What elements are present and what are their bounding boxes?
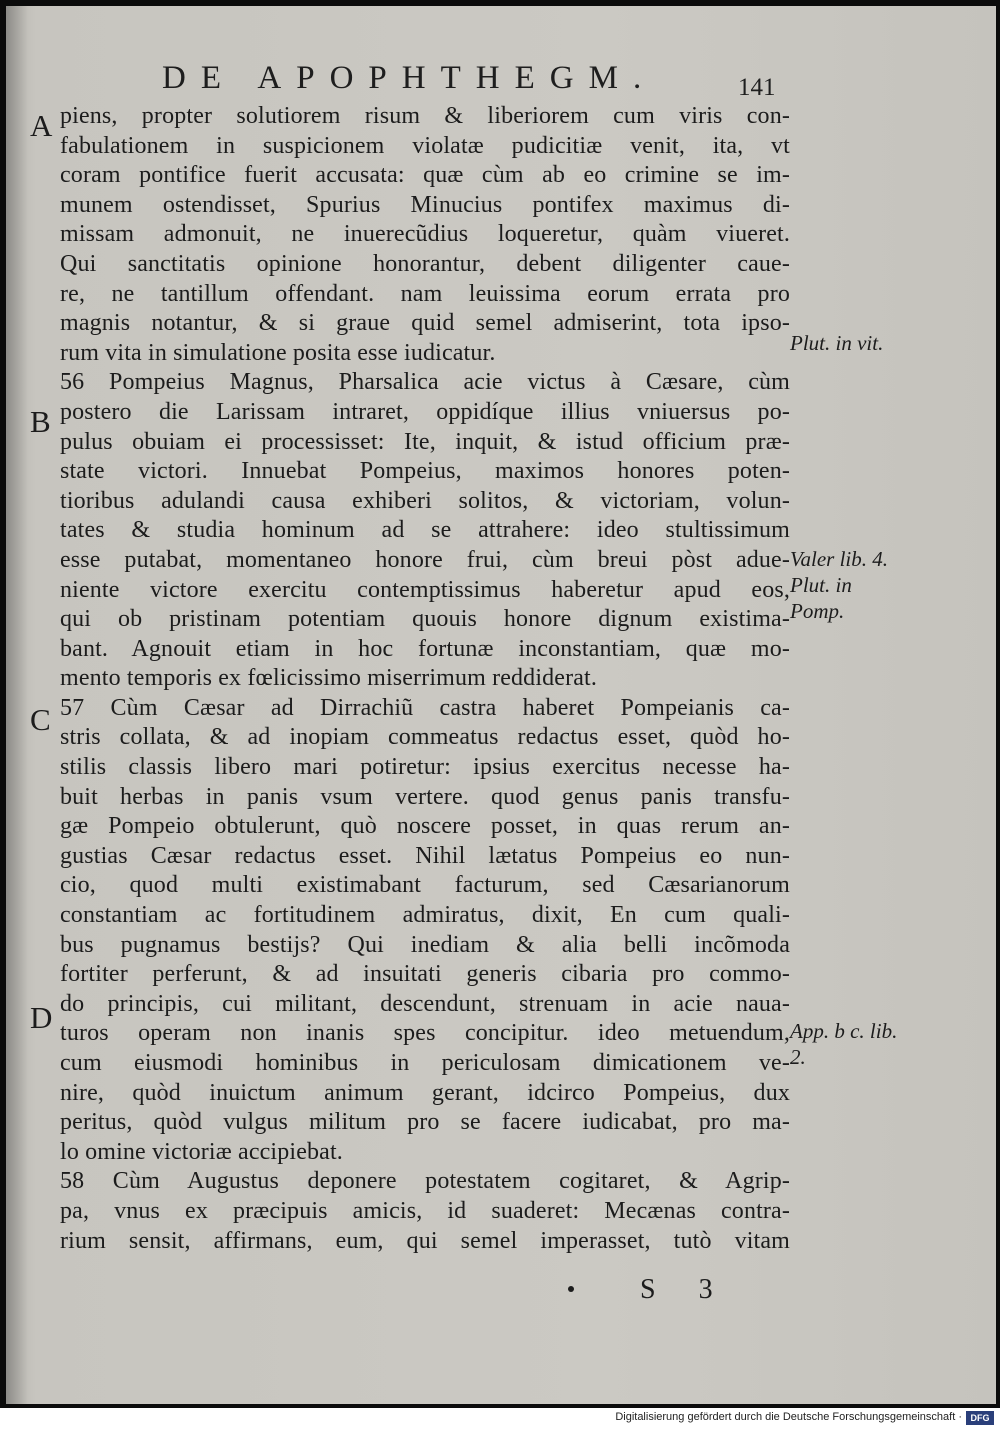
text-line: 57 Cùm Cæsar ad Dirrachiũ castra haberet Pompeianis ca- [60,694,790,721]
text-line: peritus, quòd vulgus militum pro se facere iudicabat, pro ma- [60,1109,790,1136]
text-line: stilis classis libero mari potiretur: ipsius exercitus necesse ha- [60,754,790,781]
text-line: magnis notantur, & si graue quid semel admiserint, tota ipso- [60,310,790,337]
text-line: cum eiusmodi hominibus in periculosam dimicationem ve- [60,1050,790,1076]
section-letter-a: A [30,108,53,143]
signature-mark [0,1274,1000,1308]
text-line: niente victore exercitu contemptissimus haberetur apud eos, [60,576,790,603]
text-line: cio, quod multi existimabant facturum, sed Cæsarianorum [60,872,790,899]
body-text [60,102,790,1256]
text-line: constantiam ac fortitudinem admiratus, dixit, En cum quali- [60,902,790,929]
margin-note-plut-vit: Plut. in vit. [790,331,884,355]
text-line: gustias Cæsar redactus esset. Nihil lætatus Pompeius eo nun- [60,842,790,869]
section-letter-d: D [30,1000,53,1035]
margin-note-app: App. b c. lib. 2. [790,1019,898,1069]
text-line: Qui sanctitatis opinione honorantur, debent diligenter caue- [60,250,790,277]
text-line: state victori. Innuebat Pompeius, maximos honores poten- [60,458,790,485]
footer-bar [0,1408,1000,1429]
signature-text: S 3 [640,1274,731,1305]
text-line: postero die Larissam intraret, oppidíque illius vniuersus po- [60,398,790,425]
text-line: pulus obuiam ei processisset: Ite, inquit, & istud officium præ- [60,428,790,455]
section-letter-b: B [30,404,51,439]
page-number: 141 [738,74,776,101]
margin-note-valer-plut: Valer lib. 4. Plut. in Pomp. [790,547,888,623]
running-head-title: DE APOPHTHEGM. [162,60,657,96]
text-line: re, ne tantillum offendant. nam leuissima eorum errata pro [60,280,790,307]
text-line: do principis, cui militant, descendunt, strenuam in acie naua- [60,990,790,1017]
text-line: pa, vnus ex præcipuis amicis, id suaderet: Mecænas contra- [60,1197,790,1224]
text-line: qui ob pristinam potentiam quouis honore dignum existima- [60,606,790,633]
text-line: fortiter perferunt, & ad insuitati generis cibaria pro commo- [60,961,790,988]
text-line: bus pugnamus bestijs? Qui inediam & alia belli incõmoda [60,931,790,958]
signature-dot [568,1286,574,1292]
text-line: bant. Agnouit etiam in hoc fortunæ inconstantiam, quæ mo- [60,635,790,662]
text-line: rium sensit, affirmans, eum, qui semel imperasset, tutò vitam [60,1227,790,1254]
text-line: nire, quòd inuictum animum gerant, idcirco Pompeius, dux [60,1079,790,1106]
text-line: esse putabat, momentaneo honore frui, cùm breui pòst adue- [60,546,790,573]
text-line: missam admonuit, ne inuerecũdius loqueretur, quàm viueret. [60,221,790,248]
text-line: 56 Pompeius Magnus, Pharsalica acie victus à Cæsare, cùm [60,369,790,396]
text-line: stris collata, & ad inopiam commeatus redactus esset, quòd ho- [60,724,790,751]
text-line: rum vita in simulatione posita esse iudicatur. [60,339,496,366]
text-line: fabulationem in suspicionem violatæ pudicitiæ venit, ita, vt [60,132,790,159]
section-letter-c: C [30,702,51,737]
text-line: gæ Pompeio obtulerunt, quò noscere posset, in quas rerum an- [60,813,790,840]
spine-shadow [6,6,28,1404]
text-line: munem ostendisset, Spurius Minucius pontifex maximus di- [60,191,790,218]
text-line: 58 Cùm Augustus deponere potestatem cogitaret, & Agrip- [60,1168,790,1195]
dfg-logo: DFG [966,1411,994,1425]
text-line: turos operam non inanis spes concipitur. ideo metuendum, [60,1020,790,1047]
text-line: lo omine victoriæ accipiebat. [60,1138,343,1165]
text-line: tates & studia hominum ad se attrahere: ideo stultissimum [60,517,790,544]
text-line: mento temporis ex fœlicissimo miserrimum reddiderat. [60,665,598,692]
text-line: tioribus adulandi causa exhiberi solitos, & victoriam, volun- [60,487,790,514]
text-line: buit herbas in panis vsum vertere. quod genus panis transfu- [60,783,790,810]
text-line: coram pontifice fuerit accusata: quæ cùm ab eo crimine se im- [60,162,790,189]
text-line: piens, propter solutiorem risum & liberiorem cum viris con- [60,103,790,129]
footer-credit: Digitalisierung gefördert durch die Deutsche Forschungsgemeinschaft · [615,1411,962,1423]
